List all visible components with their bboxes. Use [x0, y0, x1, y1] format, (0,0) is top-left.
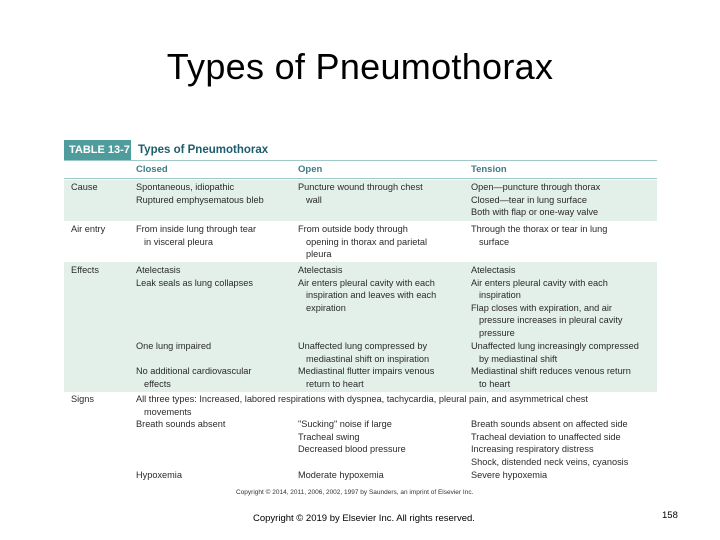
row-label-cause: Cause	[71, 182, 98, 192]
table-row-cause	[64, 180, 657, 221]
cell-cause-closed: Spontaneous, idiopathic Ruptured emphysematous bleb	[136, 182, 264, 205]
cell-signs-tension-a: Breath sounds absent on affected side Tracheal deviation to unaffected side Increasing respiratory distress Shock, distended neck veins, cyanosis	[471, 419, 629, 467]
pneumothorax-table	[64, 140, 657, 492]
cell-signs-closed-a: Breath sounds absent	[136, 419, 226, 429]
cell-air-entry-open: From outside body through opening in thorax and parietal pleura	[298, 224, 428, 260]
cell-signs-open-a: "Sucking" noise if large Tracheal swing Decreased blood pressure	[298, 419, 406, 455]
cell-effects-open-b: Unaffected lung compressed by mediastinal shift on inspiration	[298, 341, 430, 364]
table-copyright: Copyright © 2014, 2011, 2006, 2002, 1997 by Saunders, an imprint of Elsevier Inc.	[236, 489, 474, 496]
table-caption: Types of Pneumothorax	[138, 144, 269, 156]
table-row-air-entry	[64, 221, 657, 262]
table-header-bar	[64, 140, 657, 161]
cell-effects-tension-b: Unaffected lung increasingly compressed by mediastinal shift	[471, 341, 639, 364]
column-header-closed: Closed	[136, 164, 168, 175]
column-header-row	[64, 162, 657, 179]
table-badge: TABLE 13-7	[64, 140, 131, 160]
cell-signs-tension-b: Severe hypoxemia	[471, 470, 548, 480]
row-label-effects: Effects	[71, 265, 99, 275]
slide-footer-copyright: Copyright © 2019 by Elsevier Inc. All rights reserved.	[253, 513, 475, 524]
table-row-signs	[64, 392, 657, 486]
cell-signs-open-b: Moderate hypoxemia	[298, 470, 384, 480]
cell-signs-all-types: All three types: Increased, labored respirations with dyspnea, tachycardia, pleural pain, and asymmetrical chest movements	[136, 394, 588, 417]
row-label-signs: Signs	[71, 394, 94, 404]
table-row-effects	[64, 262, 657, 392]
column-header-tension: Tension	[471, 164, 507, 175]
cell-effects-closed-c: No additional cardiovascular effects	[136, 366, 252, 389]
cell-effects-closed-a: Atelectasis Leak seals as lung collapses	[136, 265, 253, 288]
cell-effects-open-c: Mediastinal flutter impairs venous return to heart	[298, 366, 435, 389]
cell-air-entry-closed: From inside lung through tear in visceral pleura	[136, 224, 257, 247]
cell-effects-tension-a: Atelectasis Air enters pleural cavity with each inspiration Flap closes with expiration, and air pressure increases in pleural cavity pressure	[471, 265, 623, 338]
slide-title: Types of Pneumothorax	[166, 46, 554, 87]
cell-effects-tension-c: Mediastinal shift reduces venous return to heart	[471, 366, 631, 389]
row-label-air-entry: Air entry	[71, 224, 106, 234]
cell-cause-open: Puncture wound through chest wall	[298, 182, 423, 205]
column-header-open: Open	[298, 164, 323, 175]
cell-signs-closed-b: Hypoxemia	[136, 470, 182, 480]
cell-cause-tension: Open—puncture through thorax Closed—tear in lung surface Both with flap or one-way valve	[471, 182, 601, 218]
page-number: 158	[662, 510, 678, 521]
cell-effects-open-a: Atelectasis Air enters pleural cavity with each inspiration and leaves with each expiration	[298, 265, 437, 313]
cell-effects-closed-b: One lung impaired	[136, 341, 212, 351]
cell-air-entry-tension: Through the thorax or tear in lung surface	[471, 224, 608, 247]
